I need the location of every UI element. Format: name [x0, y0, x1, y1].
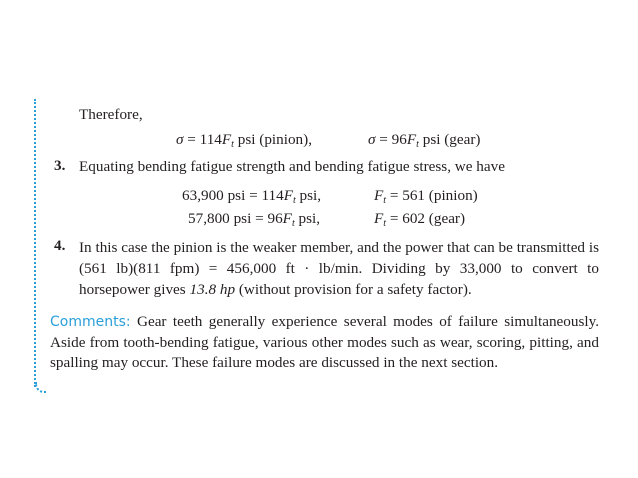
- comments-text: Gear teeth generally experience several modes of failure simultaneously. Aside from tooth-bending fatigue, various other modes such as wear, scoring, pitting, and spalling may occur. These failure modes are discussed in the next section.: [50, 313, 599, 371]
- step-4-paragraph: In this case the pinion is the weaker member, and the power that can be transmitted is (561 lb)(811 fpm) = 456,000 ft · lb/min. Dividing by 33,000 to convert to horsepower gives 13.8 hp (without provision for a safety factor).: [79, 239, 599, 298]
- therefore-text: Therefore,: [79, 106, 143, 123]
- sigma-pinion-equation: $\sigma = 114F_t$ psi (pinion),: [176, 131, 312, 150]
- textbook-page: Therefore, $\sigma = 114F_t$ psi (pinion), $\sigma = 96F_t$ psi (gear) 3. Equating bending fatigue strength and bending fatigue stress, we have 63,900 psi = $114F_t$ psi, $F_t = 561$ (pinion) 57,800 psi = $96F_t$ psi, $F_t = 602$ (gear) 4. In this case the pinion is the weaker member, and the power that can be transmitted is (561 lb)(811 fpm) = 456,000 ft · lb/min. Dividing by 33,000 to convert to horsepower gives 13.8 hp (without provision for a safety factor). Comments: Gear teeth generally experience several modes of failure simultaneously. Aside from tooth-bending fatigue, various other modes such as wear, scoring, pitting, and spalling may occur. These failure modes are discussed in the next section.: [0, 0, 638, 478]
- comments-paragraph: [50, 312, 599, 374]
- step-3-number: 3.: [54, 157, 66, 174]
- margin-dotted-rule: [34, 99, 36, 387]
- sigma-gear-equation: $\sigma = 96F_t$ psi (gear): [368, 131, 481, 150]
- gear-force-result: $F_t = 602$ (gear): [374, 210, 466, 229]
- step-4-number: 4.: [54, 237, 66, 254]
- pinion-force-result: $F_t = 561$ (pinion): [374, 187, 478, 206]
- step-3-text: Equating bending fatigue strength and bending fatigue stress, we have: [79, 158, 505, 175]
- margin-rule-hook: [35, 382, 46, 393]
- comments-label: Comments:: [50, 314, 131, 330]
- horsepower-result: 13.8 hp: [189, 281, 236, 298]
